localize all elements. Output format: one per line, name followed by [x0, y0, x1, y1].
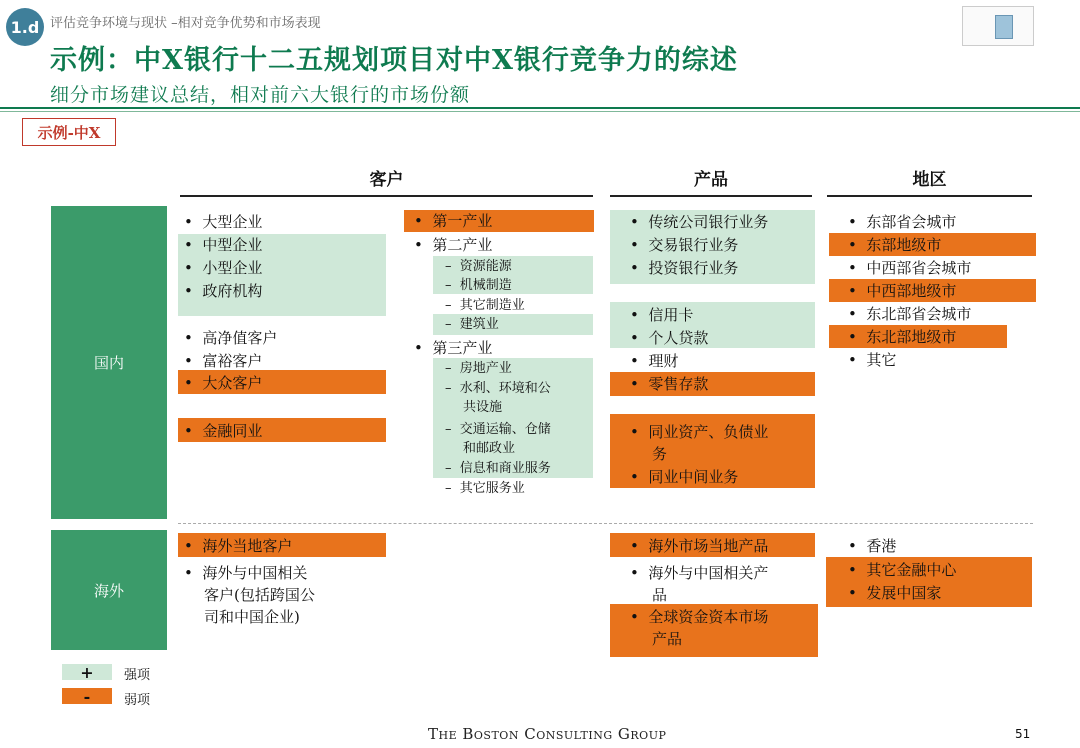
- list-item: • 香港: [848, 537, 897, 555]
- sub-item: – 房地产业: [445, 361, 512, 376]
- list-item-continuation: 品: [652, 586, 668, 604]
- list-item: • 高净值客户: [184, 329, 278, 347]
- sub-item: – 资源能源: [445, 259, 512, 274]
- list-item: • 海外与中国相关: [184, 564, 308, 582]
- list-item: • 理财: [630, 352, 679, 370]
- column-underline: [180, 195, 593, 197]
- list-item: • 第二产业: [414, 236, 493, 254]
- list-item: • 东部地级市: [848, 236, 942, 254]
- legend-strength-label: 强项: [124, 668, 151, 683]
- sub-item: – 交通运输、仓储: [445, 422, 551, 437]
- list-item: • 同业资产、负债业: [630, 423, 769, 441]
- list-item: • 其它金融中心: [848, 561, 957, 579]
- sub-item: – 建筑业: [445, 317, 499, 332]
- list-item: • 第三产业: [414, 339, 493, 357]
- sub-item: – 水利、环境和公: [445, 381, 551, 396]
- example-tag: 示例-中X: [22, 118, 116, 146]
- column-underline: [610, 195, 812, 197]
- list-item: • 全球资金资本市场: [630, 608, 769, 626]
- list-item: • 第一产业: [414, 212, 493, 230]
- sub-item-continuation: 和邮政业: [463, 441, 516, 456]
- column-header-product: 产品: [694, 170, 728, 190]
- list-item: • 金融同业: [184, 422, 263, 440]
- list-item-continuation: 客户(包括跨国公: [204, 586, 315, 604]
- company-logo-text: The Boston Consulting Group: [428, 725, 667, 743]
- list-item: • 海外当地客户: [184, 537, 293, 555]
- column-header-region: 地区: [912, 170, 947, 190]
- list-item: • 东北部省会城市: [848, 305, 972, 323]
- list-item: • 传统公司银行业务: [630, 213, 769, 231]
- list-item: • 同业中间业务: [630, 468, 739, 486]
- sub-item: – 机械制造: [445, 278, 512, 293]
- sub-item-continuation: 共设施: [463, 400, 503, 415]
- list-item: • 海外市场当地产品: [630, 537, 769, 555]
- page-number: 51: [1015, 727, 1031, 741]
- list-item: • 信用卡: [630, 306, 694, 324]
- section-badge: 1.d: [6, 8, 44, 46]
- list-item: • 富裕客户: [184, 352, 263, 370]
- column-underline: [827, 195, 1032, 197]
- list-item: • 个人贷款: [630, 329, 709, 347]
- list-item: • 投资银行业务: [630, 259, 739, 277]
- sub-item: – 其它制造业: [445, 298, 525, 313]
- legend-weakness-label: 弱项: [124, 693, 151, 708]
- section-divider: [178, 523, 1033, 524]
- row-label-domestic: 国内: [51, 206, 167, 519]
- list-item: • 大众客户: [184, 374, 263, 392]
- list-item: • 中西部省会城市: [848, 259, 972, 277]
- list-item: • 交易银行业务: [630, 236, 739, 254]
- list-item-continuation: 司和中国企业): [204, 608, 300, 626]
- header-divider-thin: [0, 111, 1080, 112]
- column-header-customer: 客户: [369, 170, 404, 190]
- sub-item: – 信息和商业服务: [445, 461, 551, 476]
- list-item: • 小型企业: [184, 259, 263, 277]
- list-item: • 大型企业: [184, 213, 263, 231]
- list-item-continuation: 产品: [652, 630, 683, 648]
- slide-thumbnail[interactable]: [962, 6, 1034, 46]
- list-item-continuation: 务: [652, 445, 668, 463]
- list-item: • 海外与中国相关产: [630, 564, 769, 582]
- sub-item: – 其它服务业: [445, 481, 525, 496]
- list-item: • 其它: [848, 351, 897, 369]
- breadcrumb: 评估竞争环境与现状 –相对竞争优势和市场表现: [50, 16, 321, 31]
- legend-weakness-swatch: -: [62, 688, 112, 704]
- list-item: • 发展中国家: [848, 584, 942, 602]
- list-item: • 中西部地级市: [848, 282, 957, 300]
- header-divider: [0, 107, 1080, 109]
- list-item: • 中型企业: [184, 236, 263, 254]
- page-subtitle: 细分市场建议总结，相对前六大银行的市场份额: [50, 84, 471, 106]
- list-item: • 东北部地级市: [848, 328, 957, 346]
- page-title: 示例：中X银行十二五规划项目对中X银行竞争力的综述: [50, 45, 738, 76]
- row-label-overseas: 海外: [51, 530, 167, 650]
- list-item: • 零售存款: [630, 375, 709, 393]
- list-item: • 政府机构: [184, 282, 263, 300]
- legend-strength-swatch: +: [62, 664, 112, 680]
- list-item: • 东部省会城市: [848, 213, 957, 231]
